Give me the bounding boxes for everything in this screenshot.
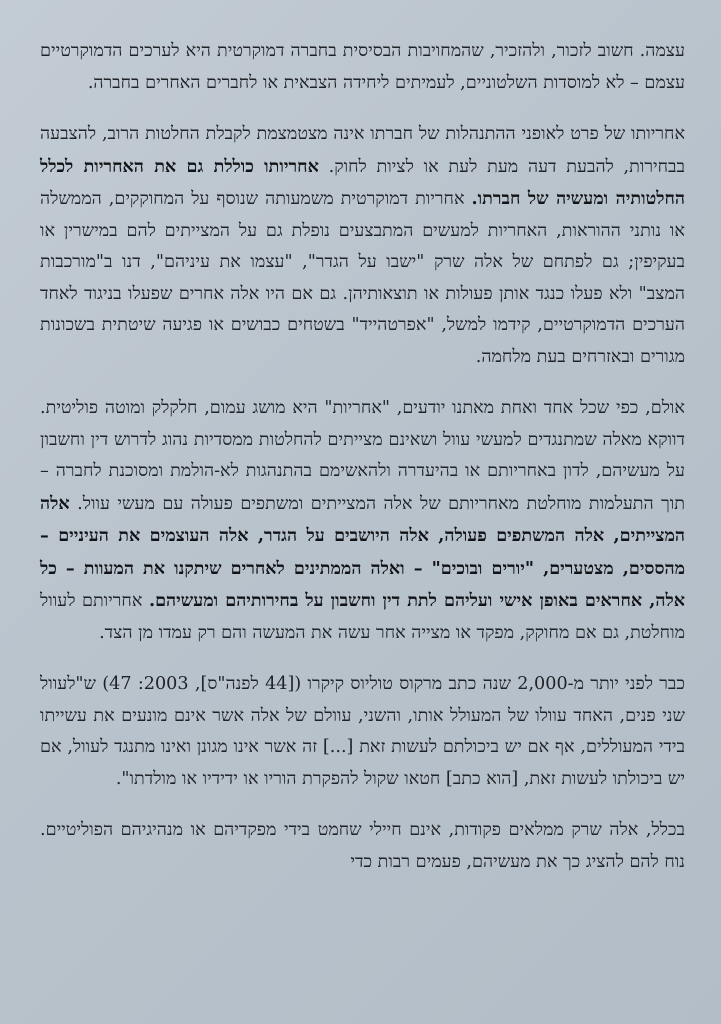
text-segment: עצמה. חשוב לזכור, ולהזכיר, שהמחויבות הבסיסית בחברה דמוקרטית היא לערכים הדמוקרטיים עצמם – לא למוסדות השלטוניים, לעמיתים ליחידה הצבאית או לחברים האחרים בחברה. bbox=[40, 41, 685, 93]
paragraph-2 bbox=[40, 119, 685, 373]
text-segment: אולם, כפי שכל אחד ואחת מאתנו יודעים, "אחריות" היא מושג עמום, חלקלק ומוטה פוליטית. דווקא מאלה שמתנגדים למעשי עוול ושאינם מצייתים להחלטות ממסדיות נהוג לדרוש דין וחשבון על מעשיהם, לדון באחריותם או בהיעדרה ולהאשימם בהתנהגות לא-הולמת ומסוכנת לחברה – תוך התעלמות מוחלטת מאחריותם של אלה המצייתים ומשתפים פעולה עם מעשי עוול. bbox=[40, 398, 685, 514]
paragraph-4 bbox=[40, 669, 685, 795]
text-segment: אחריותו של פרט לאופני ההתנהלות של חברתו אינה מצטמצמת לקבלת החלטות הרוב, להצבעה בבחירות, להבעת דעה מעת לעת או לציות לחוק. bbox=[40, 124, 685, 177]
text-segment: כבר לפני יותר מ-2,000 שנה כתב מרקוס טוליוס קיקרו ([44 לפנה"ס], 2003: 47) ש"לעוול שני פנים, האחד עוולו של המעולל אותו, והשני, עוולם של אלה אשר אינם מונעים את עשייתו בידי המעוללים, אף אם יש ביכולתם לעשות זאת [...] זה אשר אינו מגונן ואינו מתנגד לעוול, אם יש ביכולתו לעשות זאת, [הוא כתב] חטאו שקול להפקרת הוריו או ידידיו או מולדתו". bbox=[40, 674, 685, 789]
paragraph-5 bbox=[40, 815, 685, 878]
text-segment: אחריות דמוקרטית משמעותה שנוסף על המחוקקים, הממשלה או נותני ההוראות, האחריות למעשים המתבצעים נופלת גם על המצייתים להם במישרין או בעקיפין; גם לפתחם של אלה שרק "ישבו על הגדר", "עצמו את עיניהם", דנו ב"מורכבות המצב" ולא פעלו כנגד אותן פעולות או תוצאותיהן. גם אם היו אלה אחרים שפעלו בניגוד לאחד הערכים הדמוקרטיים, קידמו למשל, "אפרטהייד" בשטחים כבושים או פגיעה שיטתית בשכונות מגורים ובאזרחים בעת מלחמה. bbox=[40, 189, 685, 367]
text-segment: בכלל, אלה שרק ממלאים פקודות, אינם חיילי שחמט בידי מפקדיהם או מנהיגיהם הפוליטיים. נוח להם להציג כך את מעשיהם, פעמים רבות כדי bbox=[40, 820, 685, 872]
bold-text-segment: אלה המצייתים, אלה המשתפים פעולה, אלה היושבים על הגדר, אלה העוצמים את העיניים – מהססים, מצטערים, "יורים ובוכים" – ואלה הממתינים לאחרים שיתקנו את המעוות – כל אלה, אחראים באופן אישי ועליהם לתת דין וחשבון על בחירותיהם ומעשיהם. bbox=[40, 492, 685, 611]
page-text bbox=[40, 36, 685, 878]
paragraph-1 bbox=[40, 36, 685, 99]
text-segment: אחריותם לעוול מוחלטת, גם אם מחוקק, מפקד או מצייה אחר עשה את המעשה והם רק עמדו מן הצד. bbox=[40, 591, 685, 643]
paragraph-3 bbox=[40, 393, 685, 649]
bold-text-segment: אחריותו כוללת גם את האחריות לכלל החלטותיה ומעשיה של חברתו. bbox=[40, 155, 685, 209]
